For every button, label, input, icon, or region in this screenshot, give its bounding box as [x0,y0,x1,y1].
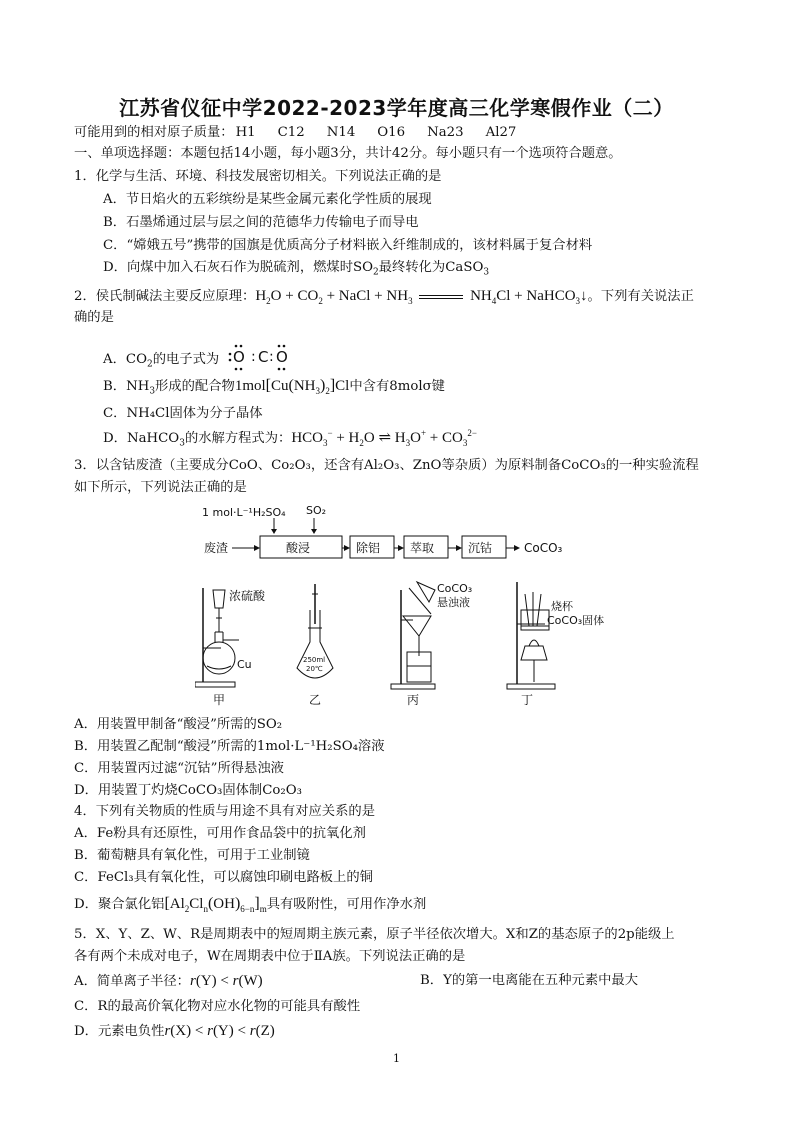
flow-start: 废渣 [204,541,229,555]
q5-stem: 5．X、Y、Z、W、R是周期表中的短周期主族元素，原子半径依次增大。X和Z的基态原子的2p能级上 [74,927,675,942]
jia-label-cu: Cu [237,658,252,671]
svg-text:萃取: 萃取 [410,541,435,555]
yi-mark-temp: 20℃ [306,665,323,673]
q1-stem: 1．化学与生活、环境、科技发展密切相关。下列说法正确的是 [74,169,442,184]
atomic-mass-line [74,124,538,142]
electronegativity-formula: r(X) < r(Y) < r(Z) [164,1023,275,1039]
q3-stem: 3．以含钴废渣（主要成分CoO、Co₂O₃，还含有Al₂O₃、ZnO等杂质）为原料制备CoCO₃的一种实验流程 [74,458,699,473]
q5-option-d: D．元素电负性r(X) < r(Y) < r(Z) [74,1023,275,1039]
q3-stem-line2: 如下所示，下列说法正确的是 [74,480,247,495]
hydrolysis-equation: $HCO_3^- + H_2O$ ⇌ $H_3O^+ + CO_3^{2-}$ [291,428,477,448]
apparatus-figure [195,580,655,708]
q3-option-a: A．用装置甲制备“酸浸”所需的SO₂ [74,717,283,732]
poly-aluminum-chloride-formula: $[Al_2Cl_n(OH)_{6-n}]_m$ [164,895,267,914]
q2-option-d: D．NaHCO$_3$的水解方程式为：$HCO_3^- + H_2O$ ⇌ $H_3O^+ + CO_3^{2-}$ [103,428,477,449]
apparatus-bing [391,582,472,707]
apparatus-yi [297,584,333,707]
q1-option-b: B．石墨烯通过层与层之间的范德华力传输电子而导电 [103,215,419,230]
svg-text:C: C [258,348,269,366]
q1-option-a: A．节日焰火的五彩缤纷是某些金属元素化学性质的展现 [103,192,432,207]
co2-electron-dot-formula [227,342,291,372]
q1-option-d: D．向煤中加入石灰石作为脱硫剂，燃煤时$SO_2$最终转化为CaSO$_3$ [103,260,490,278]
q3-option-d: D．用装置丁灼烧CoCO₃固体制Co₂O₃ [74,783,302,798]
q3-option-b: B．用装置乙配制“酸浸”所需的1mol·L⁻¹H₂SO₄溶液 [74,739,385,754]
mass-c: C12 [277,125,305,140]
apparatus-jia [195,588,266,707]
jia-label-conc-h2so4: 浓硫酸 [229,589,266,603]
bing-label-suspension: 悬浊液 [437,596,470,609]
apparatus-ding [507,582,604,707]
q4-option-a: A．Fe粉具有还原性，可用作食品袋中的抗氧化剂 [74,826,366,841]
yi-name: 乙 [309,693,322,707]
q5-option-a: A．简单离子半径：r(Y) < r(W) [74,973,263,989]
mass-h: H1 [235,125,256,140]
flow-reagent-h2so4: 1 mol·L⁻¹H₂SO₄ [202,506,286,519]
q3-option-c: C．用装置丙过滤“沉钴”所得悬浊液 [74,761,284,776]
q2-option-c: C．NH₄Cl固体为分子晶体 [103,406,263,421]
q2-reaction-equation: $H_2O + CO_2$ + NaCl + $NH_3$ $NH_4Cl$ + NaHCO$_3$↓ [255,288,588,306]
yi-mark-volume: 250ml [303,656,326,664]
q5-stem-line2: 各有两个未成对电子，W在周期表中位于ⅡA族。下列说法正确的是 [74,949,466,964]
svg-text:O: O [276,348,289,366]
mass-na: Na23 [427,125,464,140]
q2-stem: 2．侯氏制碱法主要反应原理：$H_2O + CO_2$ + NaCl + $NH_3$ $NH_4Cl$ + NaHCO$_3$↓。下列有关说法正 [74,288,694,306]
q1-option-c: C．“嫦娥五号”携带的国旗是优质高分子材料嵌入纤维制成的，该材料属于复合材料 [103,238,593,253]
mass-o: O16 [377,125,406,140]
ding-label-beaker: 烧杯 [551,600,573,613]
q4-stem: 4．下列有关物质的性质与用途不具有对应关系的是 [74,804,375,819]
flow-reagent-so2: SO₂ [306,504,327,517]
process-flow-diagram [198,498,598,568]
svg-text:酸浸: 酸浸 [286,541,311,555]
mass-n: N14 [326,125,356,140]
atomic-mass-label: 可能用到的相对原子质量： [74,125,234,140]
ionic-radius-formula: r(Y) < r(W) [189,973,263,989]
svg-text::: : [269,349,275,365]
copper-complex-formula: $1mol[Cu(NH_3)_2]Cl$ [234,377,350,396]
svg-text:O: O [233,348,246,366]
q2-option-a: A．$CO_2$的电子式为 O : C : O [103,342,291,372]
q5-option-b: B．Y的第一电离能在五种元素中最大 [420,973,639,988]
q2-stem-line2: 确的是 [74,310,114,325]
q2-option-b: B．$NH_3$形成的配合物$1mol[Cu(NH_3)_2]Cl$中含有8molσ键 [103,377,445,397]
q4-option-b: B．葡萄糖具有氧化性，可用于工业制镜 [74,848,310,863]
bing-label-coco3: CoCO₃ [437,582,473,595]
section-one-heading: 一、单项选择题：本题包括14小题，每小题3分，共计42分。每小题只有一个选项符合题意。 [74,146,622,161]
ding-name: 丁 [521,693,534,707]
flow-end: CoCO₃ [524,541,563,555]
page-title: 江苏省仪征中学2022-2023学年度高三化学寒假作业（二） [119,96,674,120]
jia-name: 甲 [213,693,226,707]
q4-option-c: C．FeCl₃具有氧化性，可以腐蚀印刷电路板上的铜 [74,870,373,885]
page-number: 1 [393,1052,400,1065]
svg-text:除铝: 除铝 [356,541,381,555]
q4-option-d: D．聚合氯化铝$[Al_2Cl_n(OH)_{6-n}]_m$具有吸附性，可用作净水剂 [74,895,427,914]
svg-text:沉钴: 沉钴 [468,541,493,555]
q5-option-c: C．R的最高价氧化物对应水化物的可能具有酸性 [74,999,361,1014]
svg-text::: : [251,349,257,365]
mass-al: Al27 [485,125,517,140]
bing-name: 丙 [407,693,420,707]
ding-label-solid: CoCO₃固体 [547,614,605,627]
